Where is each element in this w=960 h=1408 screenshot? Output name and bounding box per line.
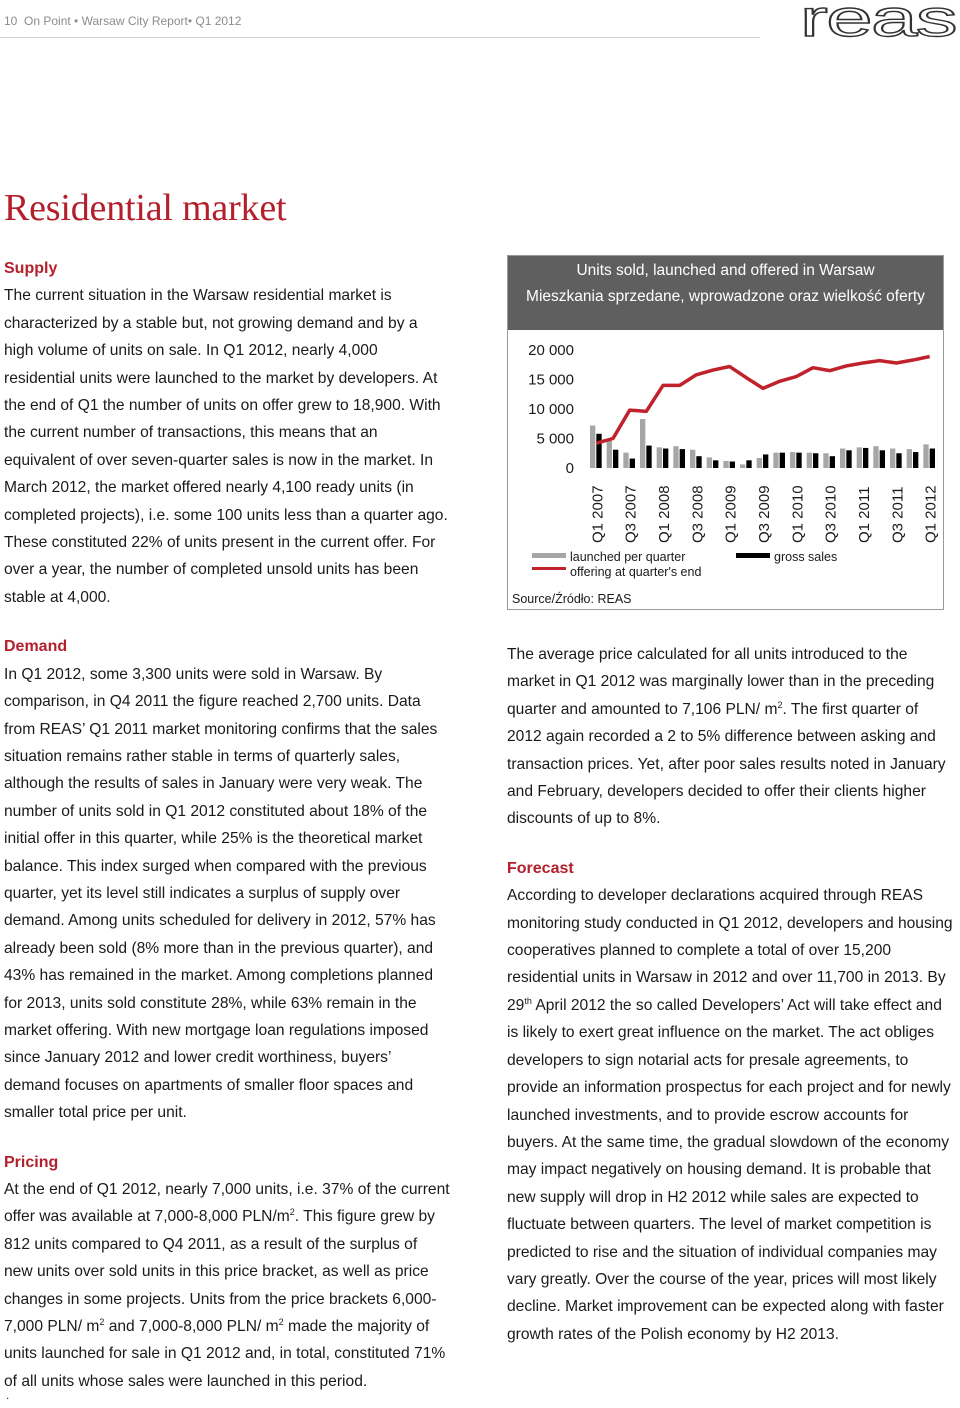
launched-bar (707, 457, 712, 468)
supply-heading: Supply (4, 260, 58, 277)
sales-bar (880, 450, 885, 468)
launched-bar (673, 446, 678, 468)
x-tick-label: Q1 2011 (856, 486, 873, 543)
launched-bar (723, 461, 728, 468)
sales-bar (913, 452, 918, 468)
launched-bar (623, 453, 628, 468)
launched-bar (907, 449, 912, 468)
sales-bar (780, 453, 785, 468)
launched-bar (923, 444, 928, 468)
sales-bar (680, 449, 685, 468)
legend-sales-label: gross sales (774, 550, 838, 564)
launched-bar (590, 426, 595, 468)
chart-subtitle: Mieszkania sprzedane, wprowadzone oraz wielkość oferty (526, 288, 925, 305)
launched-bar (690, 450, 695, 468)
sales-bar (846, 450, 851, 468)
y-tick-label: 15 000 (528, 371, 574, 389)
x-tick-label: Q3 2011 (889, 486, 907, 543)
publication-name: On Point • Warsaw City Report• Q1 2012 (24, 14, 242, 28)
reas-logo (800, 2, 958, 42)
launched-bar (640, 419, 645, 468)
legend-launched-swatch (532, 553, 566, 558)
left-column (4, 255, 450, 1395)
footer-dot: . (6, 1388, 10, 1402)
supply-paragraph: The current situation in the Warsaw residential market is characterized by a stable but, not growing demand and by a high volume of units on sale. In Q1 2012, nearly 4,000 residential units were launched to the market by developers. At the end of Q1 the number of units on offer grew to 18,900. With the current number of transactions, this means that an equivalent of over seven-quarter sales is now in the market. In March 2012, the market offered nearly 4,100 ready units (in completed projects), i.e. some 100 units less than a quarter ago. These constituted 22% of units present in the current offer. For over a year, the number of completed unsold units has been stable at 4,000. (4, 287, 448, 606)
launched-bar (807, 453, 812, 468)
x-tick-label: Q3 2008 (689, 485, 707, 543)
x-tick-label: Q3 2009 (756, 485, 773, 543)
y-tick-label: 20 000 (528, 342, 574, 359)
launched-bar (773, 453, 778, 468)
sales-bar (763, 454, 768, 468)
sales-bar (646, 446, 651, 468)
forecast-heading: Forecast (507, 859, 574, 877)
x-tick-label: Q1 2007 (589, 485, 607, 543)
legend-offering-swatch (532, 567, 566, 570)
header-divider (0, 37, 760, 38)
pricing-heading: Pricing (4, 1153, 59, 1171)
page-number: 10 (4, 14, 18, 28)
offering-line (596, 356, 929, 443)
sales-bar (930, 449, 935, 468)
x-tick-label: Q1 2012 (922, 485, 940, 543)
launched-bar (607, 441, 612, 468)
x-tick-label: Q3 2007 (622, 485, 640, 543)
pricing-continued-paragraph: The average price calculated for all units introduced to the market in Q1 2012 was marginally lower than in the preceding quarter and amounted to 7,106 PLN/ $m^2$. The first quarter of 2012 again recorded a 2 to 5% difference between asking and transaction prices. Yet, after poor sales results noted in January and February, developers decided to offer their clients higher discounts of up to 8%. (507, 646, 946, 828)
chart-header (508, 256, 943, 330)
x-tick-label: Q3 2010 (822, 485, 840, 543)
chart-plot (508, 330, 943, 590)
y-tick-label: 5 000 (536, 430, 574, 448)
page-header (0, 0, 960, 44)
legend-launched-label: launched per quarter (570, 550, 686, 564)
x-tick-label: Q1 2009 (722, 485, 740, 543)
sales-bar (830, 456, 835, 468)
sales-bar (713, 460, 718, 468)
forecast-paragraph: According to developer declarations acquired through REAS monitoring study conducted in Q1 2012, developers and housing cooperatives planned to complete a total of over 15,200 residential units in Warsaw in 2012 and over 11,700 in 2013. By 29th April 2012 the so called Developers’ Act will take effect and is likely to exert great influence on the market. The act obliges developers to sign notarial acts for presale agreements, to provide an information prospectus for each project and for newly launched investments, and to provide escrow accounts for buyers. At the same time, the gradual slowdown of the economy may impact negatively on housing demand. It is probable that new supply will drop in H2 2012 while sales are expected to fluctuate between quarters. The level of market competition is predicted to rise and the situation of individual companies may vary greatly. Over the course of the year, prices will most likely decline. Market improvement can be expected along with faster growth rates of the Polish economy by H2 2013. (507, 887, 953, 1343)
sales-bar (746, 460, 751, 468)
launched-bar (873, 446, 878, 468)
sales-bar (663, 449, 668, 468)
launched-bar (857, 447, 862, 468)
sales-chart (507, 255, 944, 610)
legend-sales-swatch (736, 553, 770, 558)
header-text (4, 14, 241, 28)
launched-bar (790, 452, 795, 468)
sales-bar (613, 450, 618, 468)
launched-bar (757, 458, 762, 468)
right-column (507, 641, 953, 1348)
launched-bar (657, 447, 662, 468)
launched-bar (823, 453, 828, 468)
sales-bar (696, 456, 701, 468)
sales-bar (596, 434, 601, 468)
chart-source: Source/Źródło: REAS (512, 592, 632, 606)
launched-bar (890, 449, 895, 468)
launched-bar (740, 464, 745, 468)
x-tick-label: Q1 2008 (656, 485, 673, 543)
y-tick-label: 10 000 (528, 401, 574, 418)
sales-bar (730, 462, 735, 468)
chart-title: Units sold, launched and offered in Warsaw (576, 262, 875, 279)
launched-bar (840, 449, 845, 468)
pricing-paragraph: At the end of Q1 2012, nearly 7,000 units, i.e. 37% of the current offer was available at 7,000-8,000 PLN/$m^2$. This figure grew by 812 units compared to Q4 2011, as a result of the surplus of new units over sold units in this price bracket, as well as price changes in some projects. Units from the price brackets 6,000-7,000 PLN/ $m^2$ and 7,000-8,000 PLN/ $m^2$ made the majority of units launched for sale in Q1 2012 and, in total, constituted 71% of all units whose sales were launched in this period. (4, 1181, 450, 1390)
sales-bar (863, 448, 868, 468)
sales-bar (896, 453, 901, 468)
y-tick-label: 0 (565, 460, 574, 477)
sales-bar (813, 453, 818, 468)
sales-bar (630, 459, 635, 468)
x-tick-label: Q1 2010 (789, 485, 807, 543)
demand-heading: Demand (4, 638, 68, 656)
sales-bar (796, 453, 801, 468)
page-title: Residential market (4, 187, 287, 229)
svg-text:reas: reas (800, 2, 956, 42)
legend-offering-label: offering at quarter's end (570, 565, 702, 579)
demand-paragraph: In Q1 2012, some 3,300 units were sold in Warsaw. By comparison, in Q4 2011 the figure reached 2,700 units. Data from REAS’ Q1 2011 market monitoring confirms that the sales situation remains rather stable in terms of quarterly sales, although the results of sales in January were very weak. The number of units sold in Q1 2012 constituted about 18% of the initial offer in this quarter, while 25% is the theoretical market balance. This index surged when compared with the previous quarter, yet its level still indicates a surplus of supply over demand. Among units scheduled for delivery in 2012, 57% has already been sold (8% more than in the previous quarter), and 43% has remained in the market. Among completions planned for 2013, units sold constitute 28%, while 63% remain in the market offering. With new mortgage loan regulations imposed since January 2012 and lower credit worthiness, buyers’ demand focuses on apartments of smaller floor spaces and smaller total price per unit. (4, 665, 438, 1122)
